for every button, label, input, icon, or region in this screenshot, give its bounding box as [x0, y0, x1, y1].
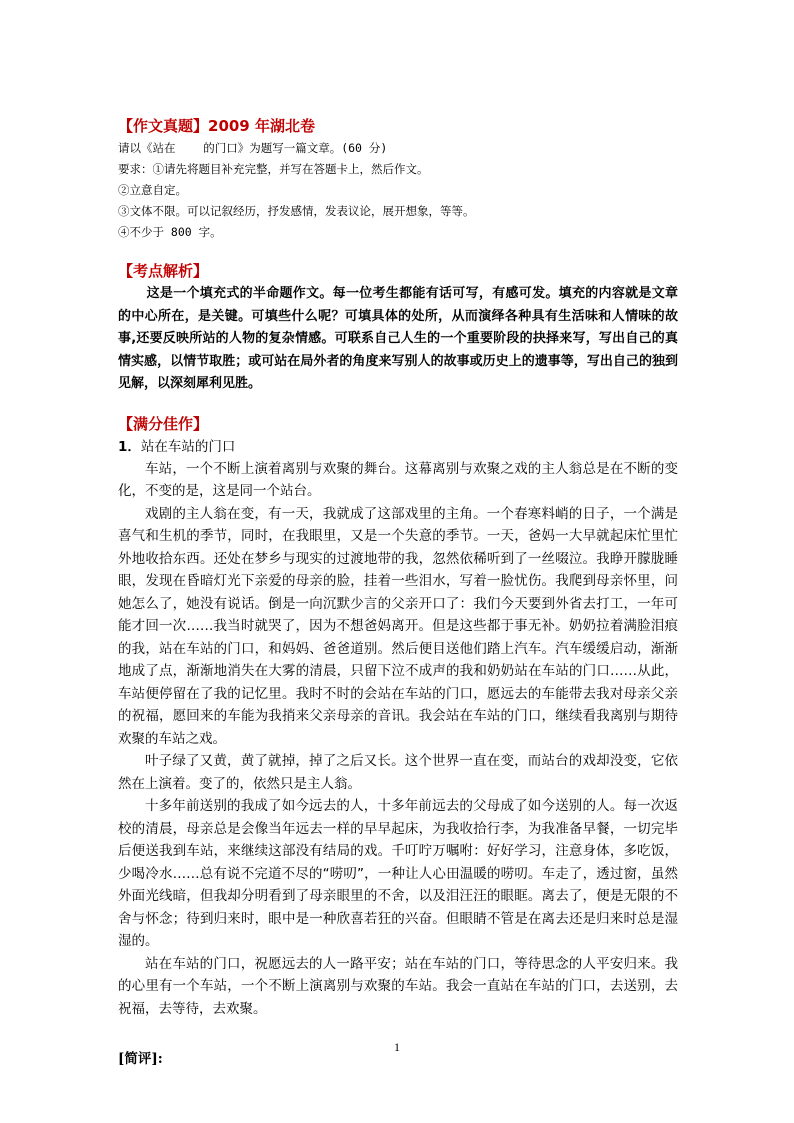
requirement-line: ③文体不限。可以记叙经历，抒发感情，发表议论，展开想象，等等。 — [118, 204, 475, 218]
page-number: 1 — [394, 1040, 400, 1054]
essay-title-text: 站在车站的门口 — [140, 438, 236, 455]
essay-title — [118, 436, 678, 458]
essay-heading: 【满分佳作】 — [118, 414, 209, 433]
requirement-line: ④不少于 800 字。 — [118, 225, 222, 239]
topic-heading: 【作文真题】2009 年湖北卷 — [118, 117, 315, 135]
essay-paragraph: 十多年前送别的我成了如今远去的人，十多年前远去的父母成了如今送别的人。每一次返校的清晨，母亲总是会像当年远去一样的早早起床，为我收拾行李，为我准备早餐，一切完毕后便送我到车站，来继续这部没有结局的戏。千叮咛万嘱咐：好好学习，注意身体，多吃饭，少喝冷水……总有说不完道不尽的“唠叨”，一种让人心田温暖的唠叨。车走了，透过窗，虽然外面光线暗，但我却分明看到了母亲眼里的不舍，以及泪汪汪的眼眶。离去了，便是无限的不舍与怀念；待到归来时，眼中是一种欣喜若狂的兴奋。但眼睛不管是在离去还是归来时总是湿湿的。 — [118, 798, 678, 949]
comment-heading: [简评]: — [118, 1051, 163, 1067]
analysis-text: 这是一个填充式的半命题作文。每一位考生都能有话可写，有感可发。填充的内容就是文章的中心所在，是关键。可填些什么呢？可填具体的处所，从而演绎各种具有生活味和人情味的故事,还要反映所站的人物的复杂情感。可联系自己人生的一个重要阶段的抉择来写，写出自己的真情实感，以情节取胜；或可站在局外者的角度来写别人的故事或历史上的遗事等，写出自己的独到见解，以深刻犀利见胜。 — [118, 286, 678, 391]
essay-paragraph: 车站，一个不断上演着离别与欢聚的舞台。这幕离别与欢聚之戏的主人翁总是在不断的变化，不变的是，这是同一个站台。 — [118, 460, 678, 499]
essay-paragraph: 叶子绿了又黄，黄了就掉，掉了之后又长。这个世界一直在变，而站台的戏却没变，它依然在上演着。变了的，依然只是主人翁。 — [118, 753, 678, 792]
essay-paragraph: 站在车站的门口，祝愿远去的人一路平安；站在车站的门口，等待思念的人平安归来。我的心里有一个车站，一个不断上演离别与欢聚的车站。我会一直站在车站的门口，去送别，去祝福，去等待，去欢聚。 — [118, 955, 678, 1017]
essay-number: 1． — [118, 438, 141, 455]
analysis-heading: 【考点解析】 — [118, 262, 209, 280]
requirement-line: ②立意自定。 — [118, 183, 187, 197]
document-body — [118, 114, 678, 1070]
essay-paragraph: 戏剧的主人翁在变，有一天，我就成了这部戏里的主角。一个春寒料峭的日子，一个满是喜气和生机的季节，同时，在我眼里，又是一个失意的季节。一天，爸妈一大早就起床忙里忙外地收拾东西。还处在梦乡与现实的过渡地带的我，忽然依稀听到了一丝啜泣。我睁开朦胧睡眼，发现在昏暗灯光下亲爱的母亲的脸，挂着一些泪水，写着一脸忧伤。我爬到母亲怀里，问她怎么了，她没有说话。倒是一向沉默少言的父亲开口了：我们今天要到外省去打工，一年可能才回一次……我当时就哭了，因为不想爸妈离开。但是这些都于事无补。奶奶拉着满脸泪痕的我，站在车站的门口，和妈妈、爸爸道别。然后便目送他们踏上汽车。汽车缓缓启动，渐渐地成了点，渐渐地消失在大雾的清晨，只留下泣不成声的我和奶奶站在车站的门口……从此，车站便停留在了我的记忆里。我时不时的会站在车站的门口，愿远去的车能带去我对母亲父亲的祝福，愿回来的车能为我捎来父亲母亲的音讯。我会站在车站的门口，继续看我离别与期待欢聚的车站之戏。 — [118, 505, 678, 747]
topic-prompt: 请以《站在 的门口》为题写一篇文章。(60 分) — [118, 141, 388, 155]
requirement-line: 要求：①请先将题目补充完整，并写在答题卡上，然后作文。 — [118, 162, 429, 176]
